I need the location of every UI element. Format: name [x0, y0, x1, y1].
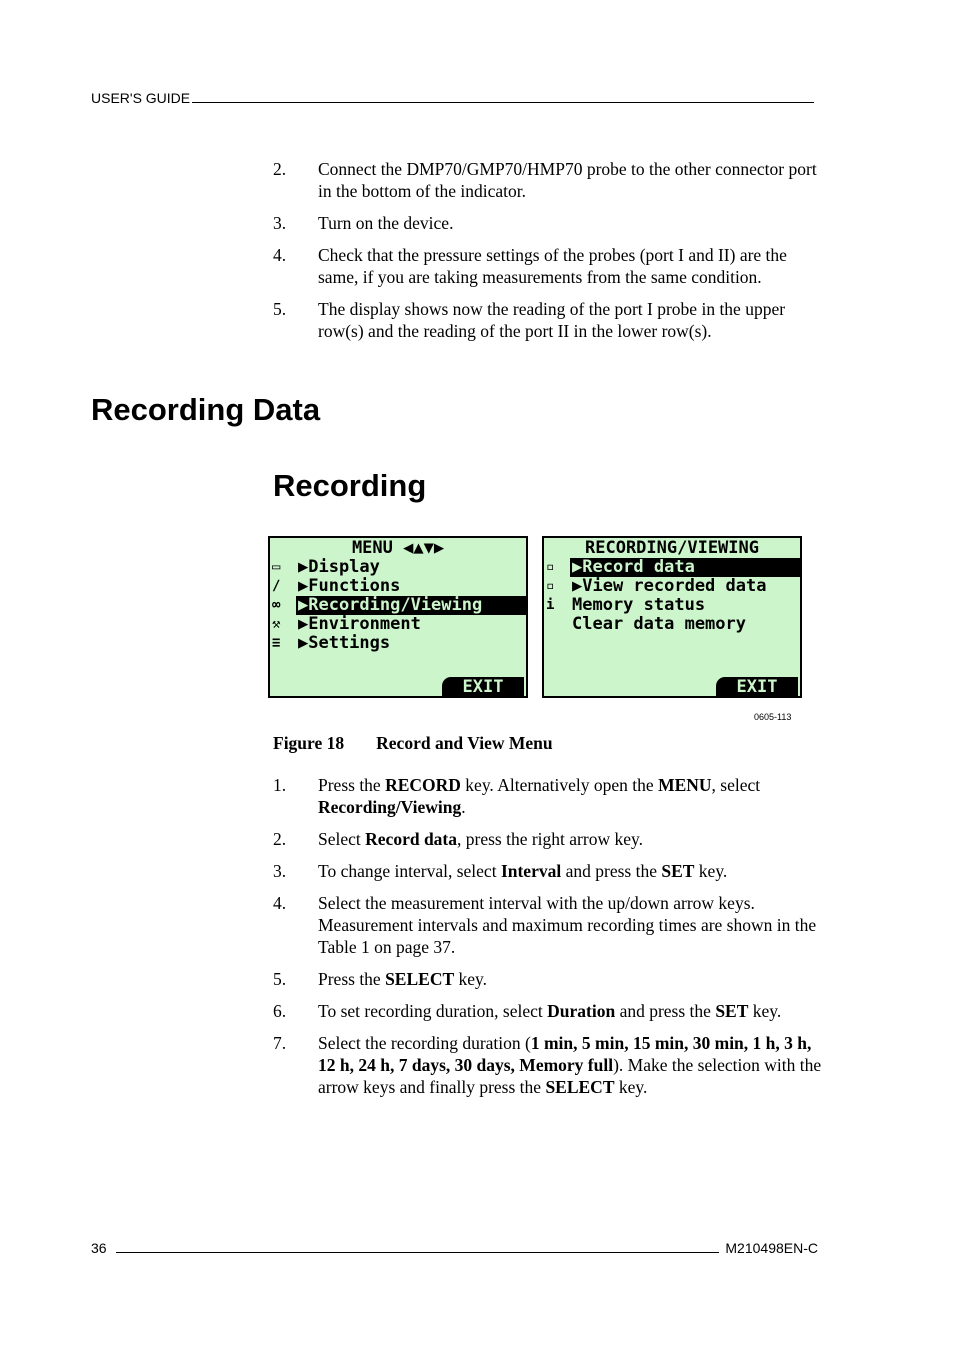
item-number: 2. [273, 159, 287, 179]
list-item [273, 212, 823, 234]
menu-item-memory-status [544, 596, 800, 615]
tape-icon: ∞ [272, 597, 281, 613]
menu-item-view-recorded [544, 577, 800, 596]
section-title: Recording Data [91, 392, 321, 427]
menu-item-environment [270, 615, 526, 634]
item-number: 3. [273, 861, 287, 881]
item-text: Select the recording duration (1 min, 5 min, 15 min, 30 min, 1 h, 3 h, 12 h, 24 h, 7 days, 30 days, Memory full). Make the selection with the arrow keys and finally press the SELECT key. [318, 1033, 822, 1097]
menu-item-label: ▶Environment [298, 614, 421, 634]
menu-screen [268, 536, 528, 698]
item-text: Select Record data, press the right arrow key. [318, 829, 643, 849]
list-item [273, 298, 823, 342]
footer-rule [116, 1252, 720, 1253]
menu-item-label: ▶Recording/Viewing [296, 596, 526, 615]
menu-item-settings [270, 634, 526, 653]
page-number: 36 [91, 1240, 107, 1256]
document-code: M210498EN-C [725, 1240, 818, 1256]
menu-item-recording [270, 596, 526, 615]
folder-icon: ▫ [546, 578, 555, 594]
screen-title: RECORDING/VIEWING [585, 538, 759, 558]
item-number: 3. [273, 213, 287, 233]
subsection-title: Recording [273, 468, 427, 503]
display-icon: ▭ [272, 559, 281, 575]
menu-item-label: Memory status [572, 595, 706, 615]
menu-item-label: ▶View recorded data [572, 576, 767, 596]
list-item [273, 892, 823, 958]
menu-item-label: ▶Functions [298, 576, 401, 596]
figure-caption [273, 733, 553, 754]
item-text: Check that the pressure settings of the probes (port I and II) are the same, if you are taking measurements from the same condition. [318, 245, 787, 287]
item-number: 5. [273, 299, 287, 319]
page-footer [91, 1240, 818, 1256]
info-icon: i [546, 597, 555, 613]
menu-item-label: ▶Record data [570, 558, 800, 577]
list-item [273, 774, 823, 818]
figure-id: 0605-113 [754, 712, 792, 722]
list-item [273, 158, 823, 202]
item-number: 5. [273, 969, 287, 989]
page-header [91, 90, 814, 106]
caption-title: Record and View Menu [376, 733, 553, 753]
item-number: 7. [273, 1033, 287, 1053]
item-number: 1. [273, 775, 287, 795]
list-item [273, 1032, 823, 1098]
exit-softkey: EXIT [442, 677, 524, 696]
item-text: Press the RECORD key. Alternatively open the MENU, select Recording/Viewing. [318, 775, 761, 817]
menu-item-clear-memory [544, 615, 800, 634]
folder-icon: ▫ [546, 559, 555, 575]
item-text: Connect the DMP70/GMP70/HMP70 probe to the other connector port in the bottom of the indicator. [318, 159, 817, 201]
caption-label: Figure 18 [273, 733, 345, 753]
menu-item-label: ▶Display [298, 557, 380, 577]
item-text: Turn on the device. [318, 213, 454, 233]
item-text: The display shows now the reading of the port I probe in the upper row(s) and the reading of the port II in the lower row(s). [318, 299, 786, 341]
settings-icon: ≡ [272, 635, 281, 651]
header-title: USER'S GUIDE [91, 90, 191, 106]
list-item [273, 1000, 823, 1022]
item-number: 6. [273, 1001, 287, 1021]
item-number: 2. [273, 829, 287, 849]
item-text: Select the measurement interval with the up/down arrow keys. Measurement intervals and maximum recording times are shown in the Table 1 on page 37. [318, 893, 817, 957]
recording-viewing-screen [542, 536, 802, 698]
item-text: To change interval, select Interval and press the SET key. [318, 861, 728, 881]
wrench-icon: ∕ [272, 578, 281, 594]
item-number: 4. [273, 245, 287, 265]
menu-item-display [270, 558, 526, 577]
item-text: Press the SELECT key. [318, 969, 488, 989]
list-item [273, 860, 823, 882]
list-item [273, 244, 823, 288]
list-item [273, 828, 823, 850]
menu-item-functions [270, 577, 526, 596]
menu-item-label: Clear data memory [572, 614, 746, 634]
item-number: 4. [273, 893, 287, 913]
menu-item-record-data [544, 558, 800, 577]
steps-bottom-list [273, 774, 823, 1108]
list-item [273, 968, 823, 990]
item-text: To set recording duration, select Duration and press the SET key. [318, 1001, 782, 1021]
steps-top-list [273, 158, 823, 352]
environment-icon: ⚒ [272, 616, 281, 632]
header-rule [192, 102, 814, 103]
screen-title: MENU ◀▲▼▶ [351, 538, 445, 558]
exit-softkey: EXIT [716, 677, 798, 696]
menu-item-label: ▶Settings [298, 633, 391, 653]
